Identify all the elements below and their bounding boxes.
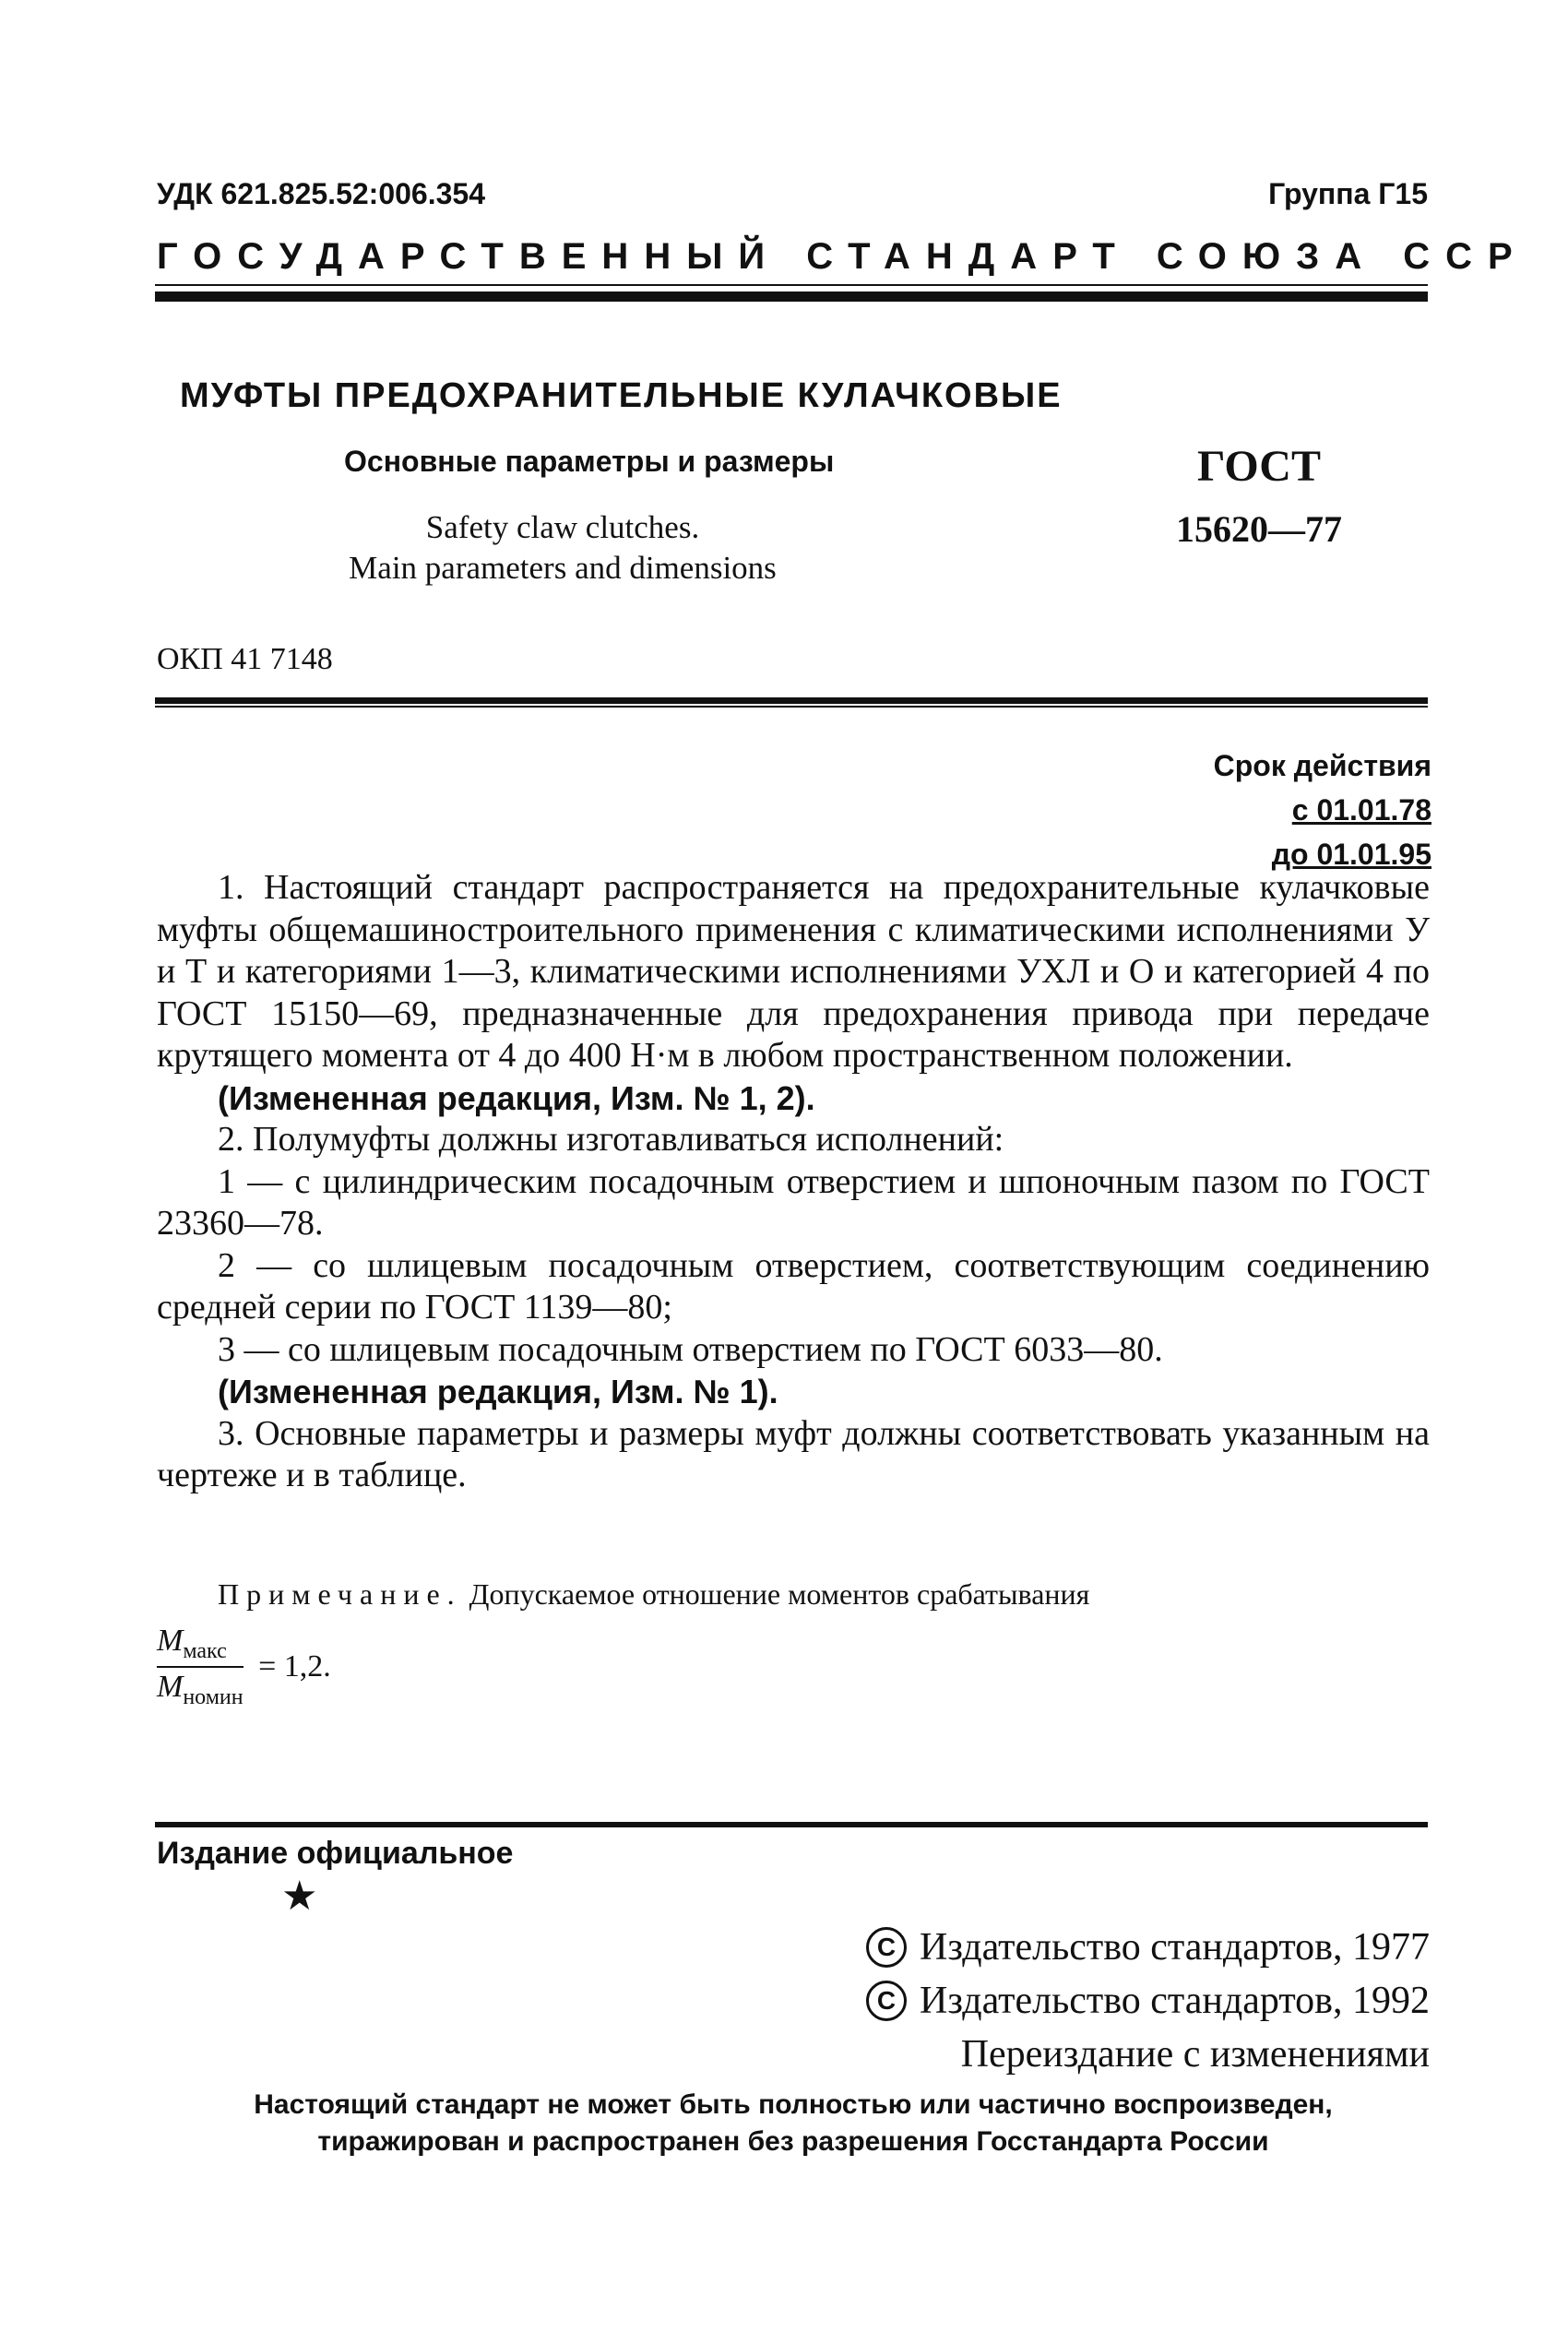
- validity-end: до 01.01.95: [1271, 838, 1431, 871]
- paragraph-3: 3. Основные параметры и размеры муфт должны соответствовать указанным на чертеже и в таблице.: [157, 1413, 1430, 1494]
- note: [157, 1577, 1430, 1612]
- header-rule-thick: [155, 292, 1428, 302]
- document-title: МУФТЫ ПРЕДОХРАНИТЕЛЬНЫЕ КУЛАЧКОВЫЕ: [180, 376, 1063, 415]
- ratio-value: = 1,2.: [258, 1648, 331, 1684]
- document-subtitle: Основные параметры и размеры: [344, 445, 835, 478]
- title-rule-thin: [155, 706, 1428, 708]
- paragraph-2-item-3: 3 — со шлицевым посадочным отверстием по ГОСТ 6033—80.: [218, 1329, 1163, 1369]
- star-icon: ★: [281, 1874, 318, 1919]
- document-body: [157, 867, 1430, 1497]
- paragraph-2-item-2: 2 — со шлицевым посадочным отверстием, соответствующим соединению средней серии по ГОСТ 1139—80;: [157, 1245, 1430, 1327]
- english-title: [277, 507, 849, 589]
- note-label: Примечание.: [218, 1577, 462, 1611]
- state-standard-heading: ГОСУДАРСТВЕННЫЙ СТАНДАРТ СОЮЗА ССР: [157, 236, 1528, 277]
- paragraph-2: 2. Полумуфты должны изготавливаться исполнений:: [218, 1120, 1004, 1159]
- reproduction-notice-line1: Настоящий стандарт не может быть полностью или частично воспроизведен,: [254, 2089, 1333, 2120]
- reproduction-notice-line2: тиражирован и распространен без разрешения Госстандарта России: [317, 2126, 1269, 2157]
- official-edition-label: Издание официальное: [157, 1836, 514, 1871]
- gost-number: 15620—77: [1176, 508, 1342, 550]
- group-code: Группа Г15: [1268, 177, 1428, 210]
- copyright-icon: C: [866, 1927, 907, 1968]
- validity-start: с 01.01.78: [1291, 793, 1431, 827]
- note-text: Допускаемое отношение моментов срабатывания: [469, 1577, 1090, 1611]
- header-rule-thin: [155, 284, 1428, 286]
- ratio-denominator: $M_{номин}$: [157, 1669, 244, 1709]
- english-title-line2: Main parameters and dimensions: [349, 550, 777, 586]
- copyright-line-2: Издательство стандартов, 1992: [920, 1980, 1430, 2022]
- udk-code: УДК 621.825.52:006.354: [157, 177, 485, 210]
- reissue-note: Переиздание с изменениями: [960, 2033, 1430, 2076]
- validity-label: Срок действия: [1213, 749, 1431, 782]
- amendment-note-2: (Измененная редакция, Изм. № 1).: [218, 1373, 778, 1410]
- copyright-block: [866, 1921, 1430, 2081]
- footer-rule: [155, 1822, 1428, 1827]
- title-rule-thick: [155, 697, 1428, 704]
- validity-period: [1214, 744, 1431, 876]
- okp-code: ОКП 41 7148: [157, 642, 333, 676]
- paragraph-2-item-1: 1 — с цилиндрическим посадочным отверстием и шпоночным пазом по ГОСТ 23360—78.: [157, 1161, 1430, 1243]
- ratio-numerator: $M_{макс}$: [157, 1624, 244, 1668]
- paragraph-1: 1. Настоящий стандарт распространяется на предохранительные кулачковые муфты общемашиностроительного применения с климатическими исполнениями У и Т и категориями 1—3, климатическими исполнениями УХЛ и О и категорией 4 по ГОСТ 15150—69, предназначенные для предохранения привода при передаче крутящего момента от 4 до 400 Н·м в любом пространственном положении.: [157, 868, 1430, 1075]
- ratio-fraction: [157, 1624, 244, 1710]
- english-title-line1: Safety claw clutches.: [425, 509, 700, 545]
- reproduction-notice: [157, 2087, 1430, 2160]
- copyright-line-1: Издательство стандартов, 1977: [920, 1926, 1430, 1969]
- copyright-icon: C: [866, 1981, 907, 2021]
- moment-ratio-formula: [157, 1624, 331, 1710]
- amendment-note-1: (Измененная редакция, Изм. № 1, 2).: [218, 1078, 815, 1117]
- gost-label: ГОСТ: [1197, 442, 1321, 491]
